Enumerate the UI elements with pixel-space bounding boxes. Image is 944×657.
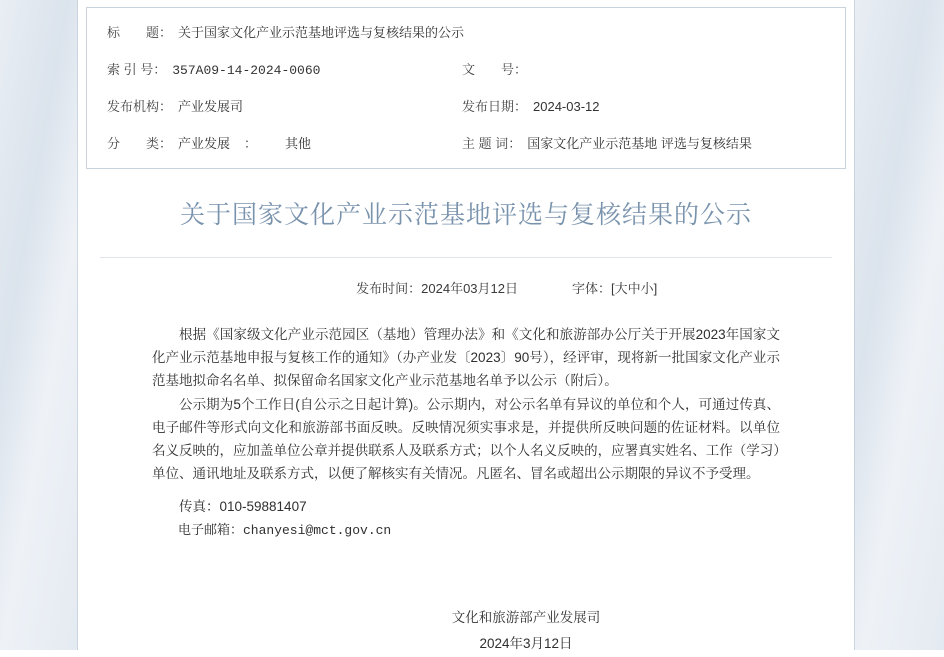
metadata-row-publisher [107, 96, 825, 115]
contact-email: 电子邮箱：chanyesi@mct.gov.cn [178, 523, 392, 538]
metadata-category-separator: ： [244, 136, 258, 151]
document-body [152, 323, 780, 485]
page-edge-left [0, 0, 78, 650]
page-title: 关于国家文化产业示范基地评选与复核结果的公示 [179, 201, 752, 229]
metadata-label-publishdate: 发布日期： [462, 99, 528, 114]
contact-fax: 传真：010-59881407 [179, 499, 307, 514]
font-size-control[interactable]: 字体：[大中小] [572, 281, 658, 296]
page-edge-right [854, 0, 944, 650]
metadata-label-docnumber: 文 号： [462, 62, 528, 77]
metadata-label-keywords: 主 题 词： [462, 136, 522, 151]
document-subinfo [78, 278, 854, 297]
metadata-value-title: 关于国家文化产业示范基地评选与复核结果的公示 [178, 25, 465, 40]
metadata-value-category-sub: 其他 [285, 136, 312, 151]
body-paragraph-2: 公示期为5个工作日(自公示之日起计算)。公示期内，对公示名单有异议的单位和个人，可通过传真、电子邮件等形式向文化和旅游部书面反映。反映情况须实事求是，并提供所反映问题的佐证材料。以单位名义反映的，应加盖单位公章并提供联系人及联系方式；以个人名义反映的，应署真实姓名、工作（学习）单位、通讯地址及联系方式，以便了解核实有关情况。凡匿名、冒名或超出公示期限的异议不予受理。 [152, 397, 780, 481]
metadata-label-index: 索 引 号： [107, 62, 167, 77]
signature-date: 2024年3月12日 [479, 636, 573, 651]
publish-time-label: 发布时间：2024年03月12日 [356, 281, 518, 296]
metadata-value-publishdate: 2024-03-12 [533, 99, 600, 114]
metadata-value-category: 产业发展 [178, 136, 231, 151]
document-page [78, 0, 854, 650]
metadata-row-index [107, 59, 825, 78]
signature-block [78, 605, 854, 657]
contact-block [152, 495, 780, 543]
metadata-label-title: 标 题： [107, 25, 173, 40]
metadata-row-title [107, 22, 825, 41]
title-divider [100, 257, 832, 258]
metadata-label-category: 分 类： [107, 136, 173, 151]
body-paragraph-1: 根据《国家级文化产业示范园区（基地）管理办法》和《文化和旅游部办公厅关于开展2023年国家文化产业示范基地申报与复核工作的通知》（办产业发〔2023〕90号），经评审，现将新一批国家文化产业示范基地拟命名名单、拟保留命名国家文化产业示范基地名单予以公示（附后）。 [152, 327, 780, 388]
metadata-value-publisher: 产业发展司 [178, 99, 244, 114]
metadata-value-keywords: 国家文化产业示范基地 评选与复核结果 [527, 136, 752, 151]
document-metadata-box [86, 7, 846, 169]
metadata-value-index: 357A09-14-2024-0060 [172, 63, 321, 78]
metadata-label-publisher: 发布机构： [107, 99, 173, 114]
metadata-row-category [107, 133, 825, 152]
signature-department: 文化和旅游部产业发展司 [451, 610, 601, 625]
